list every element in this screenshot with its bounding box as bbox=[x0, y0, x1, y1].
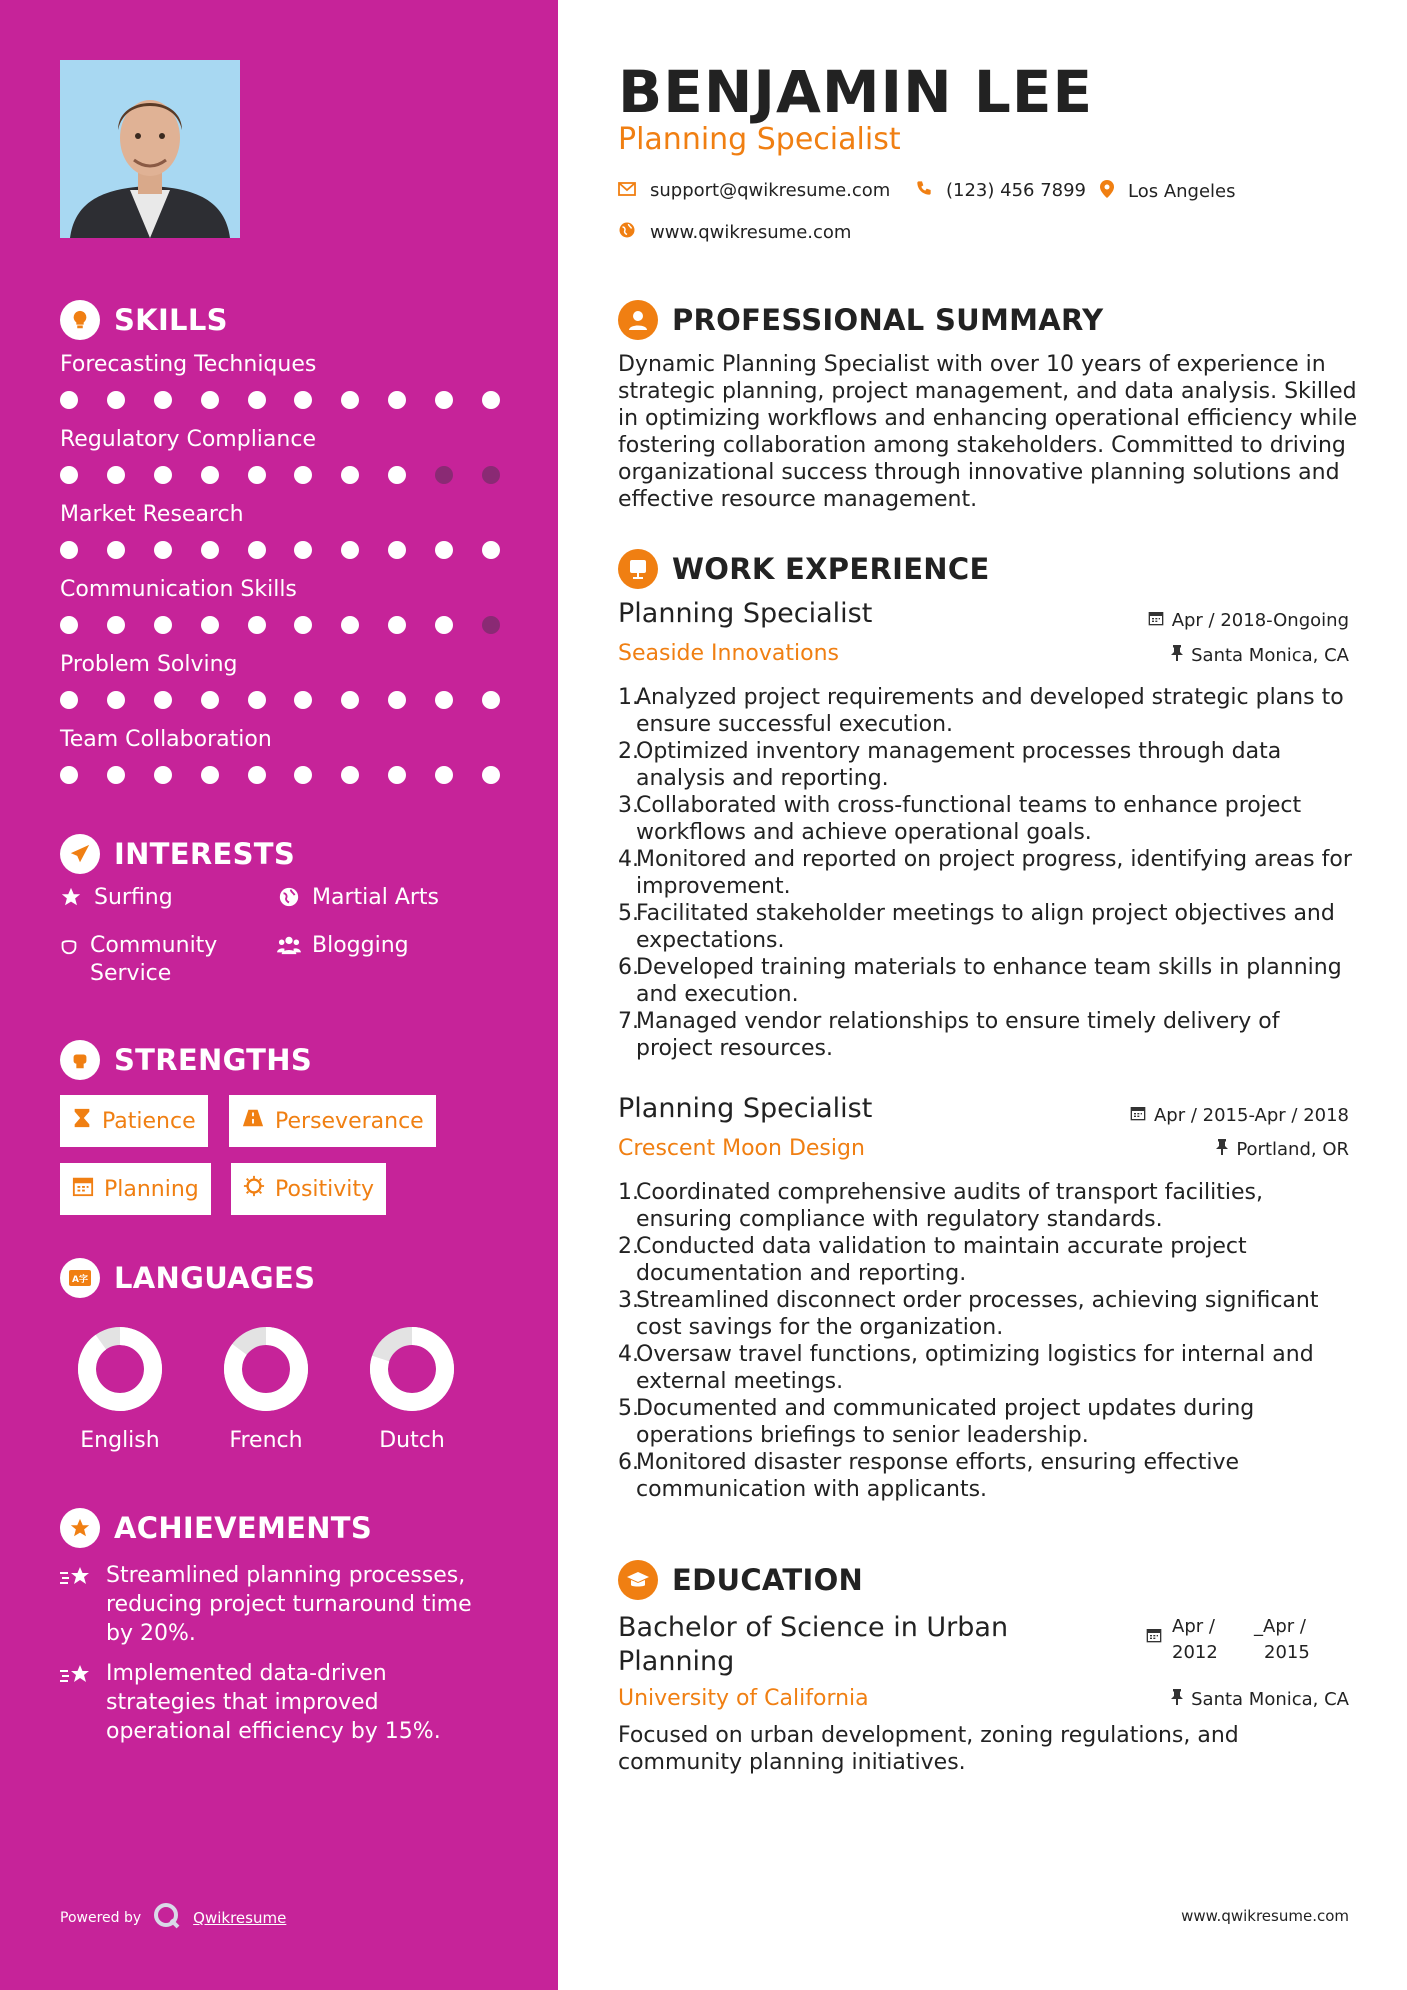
bullet-item: 4. Oversaw travel functions, optimizing logistics for internal and external meetings. bbox=[618, 1342, 1314, 1394]
profile-photo bbox=[60, 60, 240, 238]
strength-planning: Planning bbox=[60, 1163, 211, 1215]
envelope-icon bbox=[618, 180, 636, 201]
svg-text:A字: A字 bbox=[72, 1275, 88, 1285]
hand-icon bbox=[58, 932, 80, 988]
rating-dot bbox=[294, 766, 312, 784]
achievement-item: Streamlined planning processes, reducing project turnaround time by 20%. bbox=[60, 1561, 500, 1648]
pin-icon bbox=[1171, 1689, 1183, 1710]
rating-dot bbox=[388, 766, 406, 784]
rating-dot bbox=[388, 391, 406, 409]
rating-dot bbox=[388, 466, 406, 484]
rating-dot bbox=[248, 766, 266, 784]
skills-title: SKILLS bbox=[114, 303, 228, 337]
rating-dot bbox=[482, 541, 500, 559]
interests-title: INTERESTS bbox=[114, 837, 296, 871]
rating-dot bbox=[60, 766, 78, 784]
rating-dot bbox=[60, 691, 78, 709]
powered-by: Powered by Qwikresume bbox=[60, 1902, 286, 1934]
strength-perseverance: Perseverance bbox=[229, 1095, 436, 1147]
achievement-item: Implemented data-driven strategies that improved operational efficiency by 15%. bbox=[60, 1659, 500, 1746]
rating-dot bbox=[341, 466, 359, 484]
rating-dot bbox=[154, 766, 172, 784]
language-label: French bbox=[229, 1428, 303, 1453]
rating-dot bbox=[60, 391, 78, 409]
skill-name: Market Research bbox=[60, 502, 244, 527]
rating-dot bbox=[294, 691, 312, 709]
rating-dot bbox=[201, 691, 219, 709]
education-heading: EDUCATION bbox=[618, 1560, 863, 1600]
strength-patience: Patience bbox=[60, 1095, 208, 1147]
rating-dot bbox=[201, 766, 219, 784]
calendar-icon bbox=[72, 1175, 94, 1203]
strengths-heading bbox=[60, 1040, 312, 1080]
contact-email[interactable]: support@qwikresume.com bbox=[618, 180, 890, 201]
languages-title: LANGUAGES bbox=[114, 1261, 316, 1295]
rating-dot bbox=[341, 391, 359, 409]
rating-dot bbox=[341, 616, 359, 634]
job-dates: Apr / 2018-Ongoing bbox=[1148, 610, 1349, 631]
rating-dot bbox=[482, 691, 500, 709]
contact-website[interactable]: www.qwikresume.com bbox=[618, 221, 851, 244]
bullet-item: 6. Developed training materials to enhance team skills in planning and execution. bbox=[618, 955, 1342, 1007]
calendar-icon bbox=[1130, 1105, 1146, 1126]
star-icon bbox=[58, 884, 84, 912]
rating-dot bbox=[201, 541, 219, 559]
bullet-item: 3. Streamlined disconnect order processes, achieving significant cost savings for the organization. bbox=[618, 1288, 1319, 1340]
rating-dot bbox=[482, 766, 500, 784]
language-ring bbox=[222, 1325, 310, 1413]
pin-icon bbox=[1171, 645, 1183, 666]
rating-dot bbox=[294, 541, 312, 559]
rating-dot bbox=[248, 691, 266, 709]
globe-icon bbox=[618, 221, 636, 244]
skills-heading bbox=[60, 300, 228, 340]
shooting-star-icon bbox=[60, 1659, 94, 1746]
interest-community-service: Community Service bbox=[58, 932, 258, 988]
language-label: Dutch bbox=[379, 1428, 445, 1453]
skill-rating bbox=[60, 541, 500, 559]
degree: Bachelor of Science in Urban Planning bbox=[618, 1612, 1009, 1677]
summary-text: Dynamic Planning Specialist with over 10 years of experience in strategic planning, project management, and data analysis. Skilled in optimizing workflows and enhancing operational efficiency while fostering collaboration among stakeholders. Committed to driving organizational success through innovative planning solutions and effective resource management. bbox=[618, 352, 1358, 512]
rating-dot bbox=[294, 616, 312, 634]
rating-dot bbox=[107, 616, 125, 634]
rating-dot bbox=[341, 766, 359, 784]
graduation-cap-icon bbox=[618, 1560, 658, 1600]
map-pin-icon bbox=[1100, 180, 1114, 203]
rating-dot bbox=[435, 766, 453, 784]
skill-name: Communication Skills bbox=[60, 577, 297, 602]
rating-dot bbox=[435, 466, 453, 484]
rating-dot bbox=[248, 541, 266, 559]
rating-dot bbox=[107, 541, 125, 559]
rating-dot bbox=[154, 616, 172, 634]
calendar-icon bbox=[1148, 610, 1164, 631]
rating-dot bbox=[388, 691, 406, 709]
rating-dot bbox=[388, 616, 406, 634]
lightbulb-icon bbox=[60, 300, 100, 340]
job-dates: Apr / 2015-Apr / 2018 bbox=[1130, 1105, 1349, 1126]
users-icon bbox=[276, 932, 302, 960]
shooting-star-icon bbox=[60, 1561, 94, 1648]
rating-dot bbox=[248, 466, 266, 484]
interests-heading bbox=[60, 834, 295, 874]
footer-website[interactable]: www.qwikresume.com bbox=[1181, 1907, 1349, 1925]
pin-icon bbox=[1216, 1139, 1228, 1160]
job-company: Crescent Moon Design bbox=[618, 1136, 865, 1161]
contact-phone[interactable]: (123) 456 7899 bbox=[916, 180, 1086, 201]
job-location: Portland, OR bbox=[1216, 1139, 1349, 1160]
rating-dot bbox=[435, 691, 453, 709]
language-ring bbox=[76, 1325, 164, 1413]
candidate-name: BENJAMIN LEE bbox=[618, 58, 1094, 126]
rating-dot bbox=[107, 691, 125, 709]
star-badge-icon bbox=[60, 1508, 100, 1548]
rating-dot bbox=[248, 616, 266, 634]
rating-dot bbox=[201, 391, 219, 409]
bullet-item: 2. Optimized inventory management processes through data analysis and reporting. bbox=[618, 739, 1282, 791]
bullet-item: 3. Collaborated with cross-functional teams to enhance project workflows and achieve operational goals. bbox=[618, 793, 1302, 845]
rating-dot bbox=[341, 691, 359, 709]
rating-dot bbox=[435, 616, 453, 634]
rating-dot bbox=[107, 391, 125, 409]
skill-rating bbox=[60, 391, 500, 409]
bullet-item: 1. Analyzed project requirements and developed strategic plans to ensure successful execution. bbox=[618, 685, 1344, 737]
user-icon bbox=[618, 300, 658, 340]
contact-location: Los Angeles bbox=[1100, 180, 1236, 203]
skill-rating bbox=[60, 691, 500, 709]
achievements-title: ACHIEVEMENTS bbox=[114, 1511, 373, 1545]
language-ring bbox=[368, 1325, 456, 1413]
rating-dot bbox=[60, 466, 78, 484]
rating-dot bbox=[482, 391, 500, 409]
skill-rating bbox=[60, 616, 500, 634]
road-icon bbox=[241, 1107, 265, 1135]
rating-dot bbox=[60, 616, 78, 634]
calendar-icon bbox=[1146, 1627, 1162, 1647]
job-bullets bbox=[618, 684, 1358, 1062]
rating-dot bbox=[435, 391, 453, 409]
experience-heading: WORK EXPERIENCE bbox=[618, 549, 990, 589]
rating-dot bbox=[388, 541, 406, 559]
translate-icon bbox=[60, 1258, 100, 1298]
skill-name: Forecasting Techniques bbox=[60, 352, 317, 377]
rating-dot bbox=[294, 391, 312, 409]
edu-end: _Apr / 2015 bbox=[1254, 1616, 1310, 1663]
sidebar bbox=[0, 0, 558, 1990]
bullet-item: 7. Managed vendor relationships to ensure timely delivery of project resources. bbox=[618, 1009, 1280, 1061]
rating-dot bbox=[435, 541, 453, 559]
strength-positivity: Positivity bbox=[231, 1163, 386, 1215]
phone-icon bbox=[916, 180, 932, 201]
rating-dot bbox=[201, 616, 219, 634]
paper-plane-icon bbox=[60, 834, 100, 874]
skill-rating bbox=[60, 766, 500, 784]
rating-dot bbox=[341, 541, 359, 559]
interest-blogging: Blogging bbox=[276, 932, 409, 960]
bullet-item: 2. Conducted data validation to maintain accurate project documentation and reporting. bbox=[618, 1234, 1247, 1286]
rating-dot bbox=[201, 466, 219, 484]
candidate-role: Planning Specialist bbox=[618, 122, 901, 157]
education-text: Focused on urban development, zoning regulations, and community planning initiatives. bbox=[618, 1723, 1239, 1775]
rating-dot bbox=[294, 466, 312, 484]
bullet-item: 5. Facilitated stakeholder meetings to align project objectives and expectations. bbox=[618, 901, 1335, 953]
bullet-item: 5. Documented and communicated project updates during operations briefings to senior leadership. bbox=[618, 1396, 1255, 1448]
job-company: Seaside Innovations bbox=[618, 641, 839, 666]
language-label: English bbox=[80, 1428, 160, 1453]
job-location: Santa Monica, CA bbox=[1171, 645, 1349, 666]
qwikresume-logo-icon bbox=[153, 1902, 181, 1934]
hourglass-icon bbox=[72, 1107, 92, 1135]
qwikresume-link[interactable]: Qwikresume bbox=[193, 1909, 287, 1927]
language-level-arc bbox=[87, 1336, 153, 1402]
rating-dot bbox=[60, 541, 78, 559]
summary-heading: PROFESSIONAL SUMMARY bbox=[618, 300, 1103, 340]
achievements-heading bbox=[60, 1508, 372, 1548]
edu-location: Santa Monica, CA bbox=[1171, 1689, 1349, 1710]
interest-martial-arts: Martial Arts bbox=[276, 884, 439, 912]
languages-heading bbox=[60, 1258, 315, 1298]
rating-dot bbox=[154, 541, 172, 559]
edu-start: Apr / 2012 bbox=[1172, 1616, 1218, 1663]
job-bullets bbox=[618, 1179, 1358, 1503]
bullet-item: 4. Monitored and reported on project progress, identifying areas for improvement. bbox=[618, 847, 1352, 899]
skill-name: Team Collaboration bbox=[60, 727, 272, 752]
rating-dot bbox=[107, 466, 125, 484]
rating-dot bbox=[154, 466, 172, 484]
bullet-item: 1. Coordinated comprehensive audits of transport facilities, ensuring compliance with regulatory standards. bbox=[618, 1180, 1263, 1232]
interest-surfing: Surfing bbox=[58, 884, 173, 912]
globe-icon bbox=[276, 884, 302, 912]
job-title: Planning Specialist bbox=[618, 1093, 873, 1124]
school: University of California bbox=[618, 1686, 869, 1711]
sun-icon bbox=[243, 1175, 265, 1203]
rating-dot bbox=[482, 616, 500, 634]
rating-dot bbox=[248, 391, 266, 409]
rating-dot bbox=[482, 466, 500, 484]
skill-name: Regulatory Compliance bbox=[60, 427, 316, 452]
skill-rating bbox=[60, 466, 500, 484]
bullet-item: 6. Monitored disaster response efforts, ensuring effective communication with applicants. bbox=[618, 1450, 1240, 1502]
rating-dot bbox=[154, 391, 172, 409]
rating-dot bbox=[107, 766, 125, 784]
fist-icon bbox=[60, 1040, 100, 1080]
skill-name: Problem Solving bbox=[60, 652, 238, 677]
briefcase-icon bbox=[618, 549, 658, 589]
job-title: Planning Specialist bbox=[618, 598, 873, 629]
rating-dot bbox=[154, 691, 172, 709]
strengths-title: STRENGTHS bbox=[114, 1043, 313, 1077]
